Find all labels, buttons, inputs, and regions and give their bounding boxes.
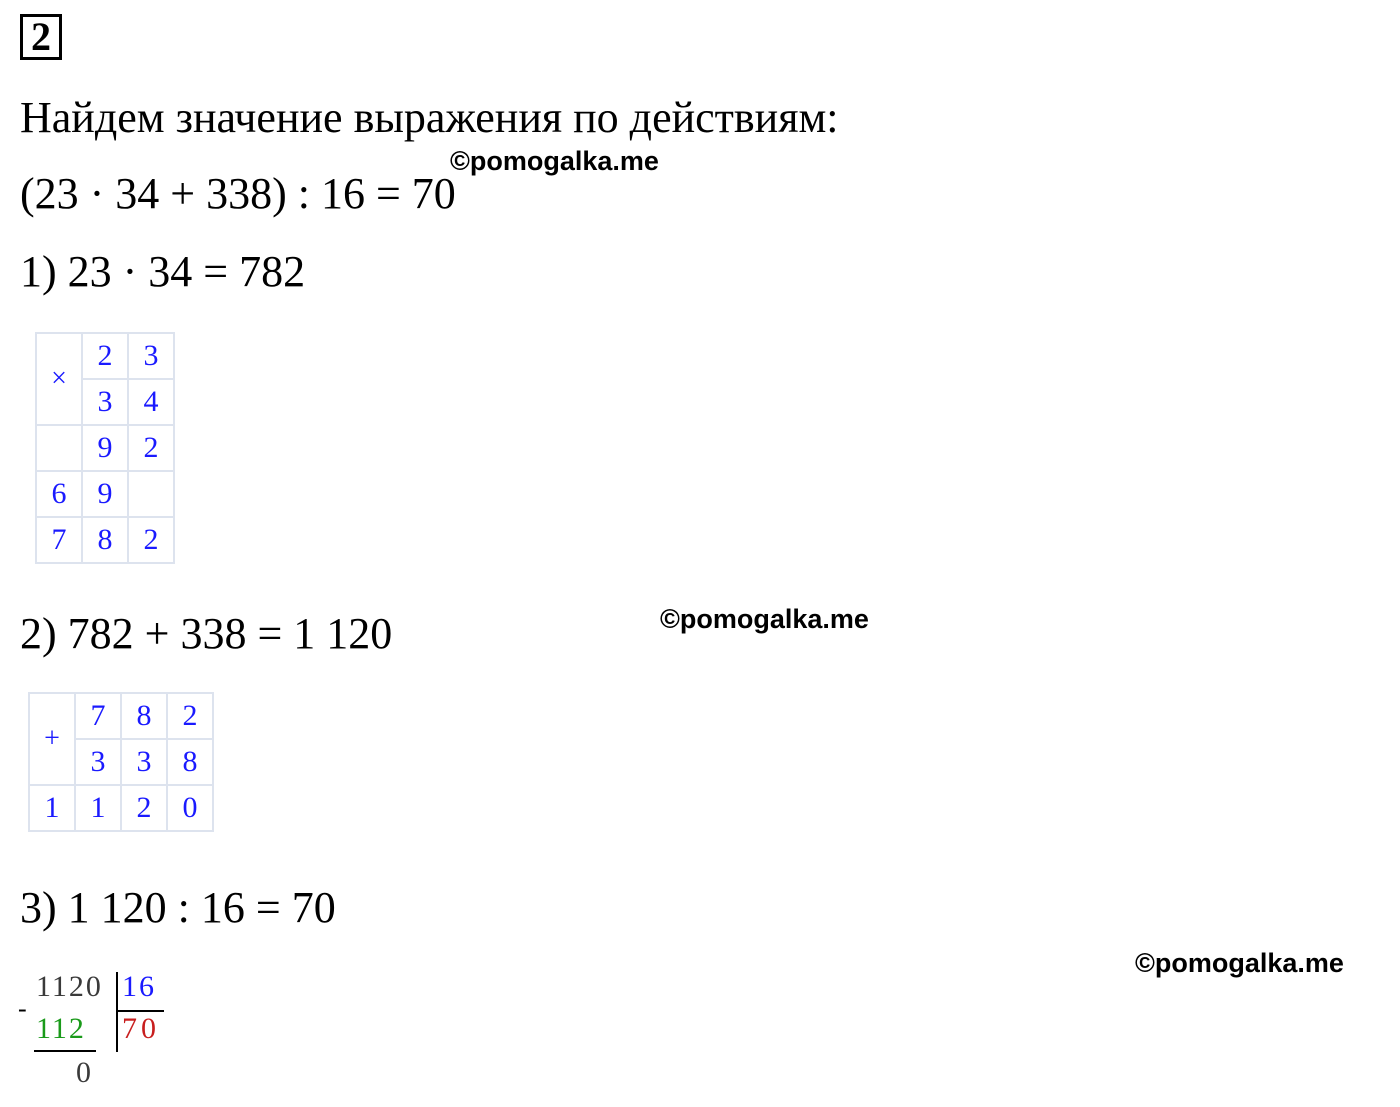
watermark-bottom: ©pomogalka.me [1135,948,1344,978]
grid-cell: 3 [128,333,174,379]
grid-cell: 3 [75,739,121,785]
task-number: 2 [20,14,62,60]
grid-cell: 1 [75,785,121,831]
grid-cell: 2 [121,785,167,831]
watermark-middle: ©pomogalka.me [660,604,869,634]
long-division [18,970,178,1090]
grid-cell: 8 [167,739,213,785]
grid-cell: 4 [128,379,174,425]
task-expression: (23 · 34 + 338) : 16 = 70 [20,169,456,218]
grid-cell: 8 [82,517,128,563]
grid-cell: 7 [36,517,82,563]
grid-cell [36,425,82,471]
multiply-sign: × [36,333,82,425]
grid-cell: 8 [121,693,167,739]
remainder: 0 [76,1056,91,1089]
grid-cell: 2 [128,425,174,471]
quotient: 70 [122,1012,160,1045]
minus-sign: - [18,994,27,1023]
divisor: 16 [122,970,156,1003]
subtraction-line [34,1050,96,1052]
grid-cell [128,471,174,517]
grid-cell: 6 [36,471,82,517]
watermark-top: ©pomogalka.me [450,146,659,176]
grid-cell: 1 [29,785,75,831]
grid-cell: 2 [82,333,128,379]
division-vertical-line [116,972,118,1052]
step-1-label: 1) 23 · 34 = 782 [20,247,306,296]
grid-cell: 2 [128,517,174,563]
plus-sign: + [29,693,75,785]
grid-cell: 9 [82,425,128,471]
grid-cell: 2 [167,693,213,739]
subtrahend: 112 [36,1012,86,1045]
grid-cell: 0 [167,785,213,831]
step-2-label: 2) 782 + 338 = 1 120 [20,609,393,658]
dividend: 1120 [36,970,103,1003]
addition-grid [28,692,214,832]
grid-cell: 7 [75,693,121,739]
grid-cell: 9 [82,471,128,517]
grid-cell: 3 [82,379,128,425]
task-heading: Найдем значение выражения по действиям: [20,93,839,142]
step-3-label: 3) 1 120 : 16 = 70 [20,883,336,932]
multiplication-grid [35,332,175,564]
grid-cell: 3 [121,739,167,785]
